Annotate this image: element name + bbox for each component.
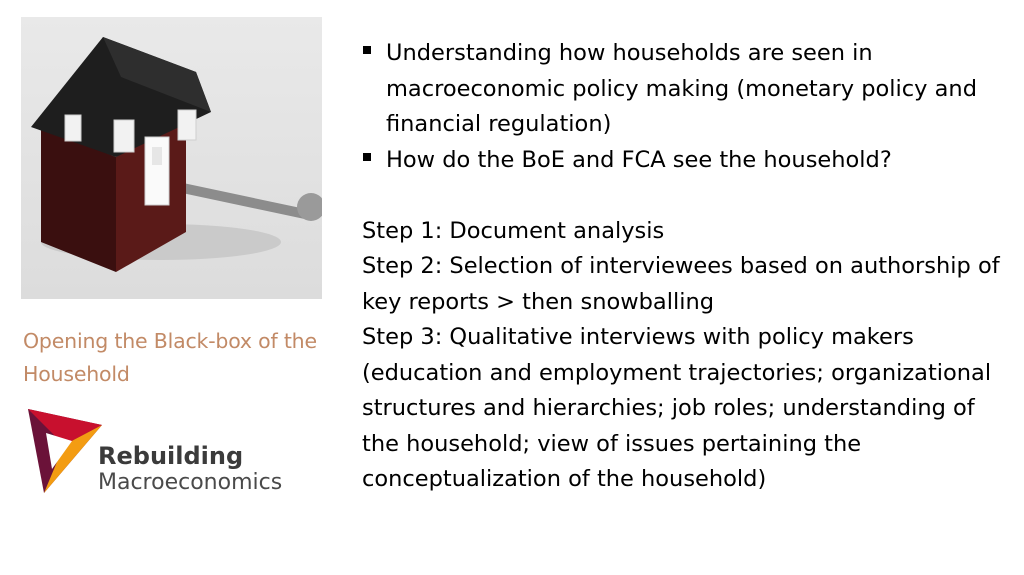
slide-body [362, 36, 1002, 498]
bullet-text: How do the BoE and FCA see the household? [386, 146, 892, 173]
step-2: Step 2: Selection of interviewees based on authorship of key reports > then snowballing [362, 253, 1000, 315]
logo-title: Rebuilding [98, 442, 244, 470]
rebuilding-macroeconomics-logo [24, 405, 304, 500]
step-3: Step 3: Qualitative interviews with policy makers (education and employment trajectories; organizational structures and hierarchies; job roles; understanding of the household; view of issues pertaining the conceptualization of the household) [362, 324, 992, 492]
logo-subtitle: Macroeconomics [98, 470, 283, 495]
bullet-square-icon [363, 46, 371, 54]
house-key-image [21, 17, 322, 299]
logo-mark-icon [24, 405, 104, 500]
image-caption: Opening the Black-box of the Household [23, 329, 317, 386]
bullet-item [362, 143, 1002, 179]
bullet-text: Understanding how households are seen in macroeconomic policy making (monetary policy and financial regulation) [386, 40, 977, 137]
bullet-item [362, 36, 1002, 143]
bullet-list [362, 36, 1002, 178]
step-1: Step 1: Document analysis [362, 217, 665, 244]
bullet-square-icon [363, 153, 371, 161]
